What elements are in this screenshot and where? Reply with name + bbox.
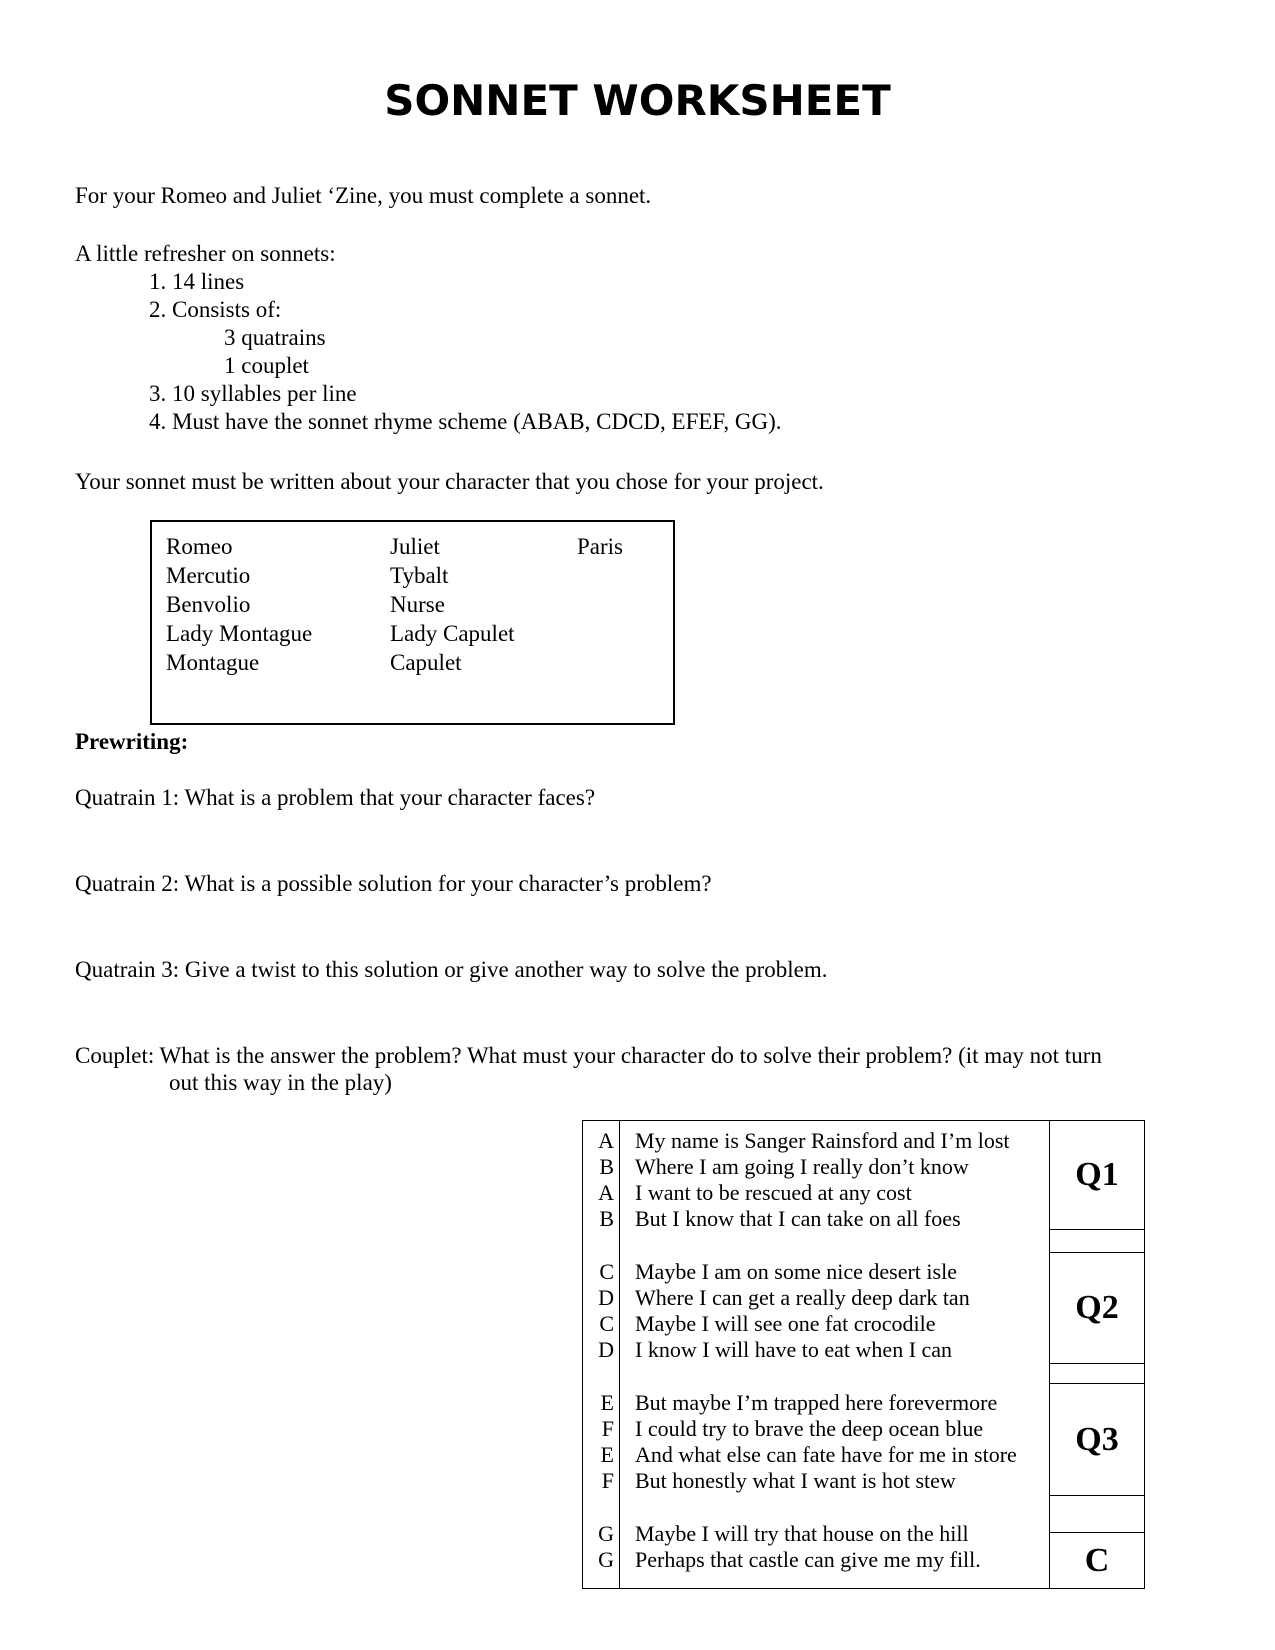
character-name: Tybalt [390, 563, 449, 588]
page-title: SONNET WORKSHEET [384, 76, 891, 125]
rhyme-letter: C [599, 1259, 614, 1284]
sonnet-line: Maybe I will see one fat crocodile [635, 1311, 936, 1336]
section-label-q3: Q3 [1049, 1383, 1145, 1496]
character-name: Mercutio [166, 563, 251, 588]
rhyme-letter: E [600, 1442, 614, 1467]
character-name: Capulet [390, 650, 462, 675]
refresher-item-3: 3. 10 syllables per line [149, 381, 357, 406]
character-name: Romeo [166, 534, 233, 559]
character-name: Juliet [390, 534, 440, 559]
character-name: Montague [166, 650, 260, 675]
sonnet-line: And what else can fate have for me in store [635, 1442, 1017, 1467]
sonnet-line: Where I am going I really don’t know [635, 1154, 969, 1179]
sonnet-line: I know I will have to eat when I can [635, 1337, 953, 1362]
character-note: Your sonnet must be written about your character that you chose for your project. [75, 469, 824, 494]
sonnet-line: Where I can get a really deep dark tan [635, 1285, 970, 1310]
section-label-couplet: C [1049, 1532, 1145, 1589]
sonnet-line: I want to be rescued at any cost [635, 1180, 912, 1205]
character-name: Benvolio [166, 592, 251, 617]
character-name: Lady Capulet [390, 621, 515, 646]
prewriting-heading: Prewriting: [75, 729, 189, 754]
rhyme-letter: F [601, 1468, 614, 1493]
sonnet-line: Maybe I will try that house on the hill [635, 1521, 969, 1546]
rhyme-letter: B [599, 1154, 614, 1179]
intro-text: For your Romeo and Juliet ‘Zine, you must complete a sonnet. [75, 183, 652, 208]
rhyme-letter: E [600, 1390, 614, 1415]
sonnet-line: I could try to brave the deep ocean blue [635, 1416, 984, 1441]
character-column-3 [577, 532, 623, 561]
sonnet-line: But maybe I’m trapped here forevermore [635, 1390, 998, 1415]
sonnet-line: But honestly what I want is hot stew [635, 1468, 956, 1493]
section-label-q2: Q2 [1049, 1252, 1145, 1364]
rhyme-letter: F [601, 1416, 614, 1441]
rhyme-letter: B [599, 1206, 614, 1231]
prewriting-couplet-continued: out this way in the play) [169, 1070, 392, 1095]
refresher-item-1: 1. 14 lines [149, 269, 245, 294]
prewriting-quatrain-2: Quatrain 2: What is a possible solution for your character’s problem? [75, 871, 712, 896]
prewriting-quatrain-1: Quatrain 1: What is a problem that your character faces? [75, 785, 596, 810]
character-name: Paris [577, 534, 623, 559]
refresher-item-2: 2. Consists of: [149, 297, 282, 322]
rhyme-letter: A [598, 1180, 614, 1205]
section-label-q1: Q1 [1049, 1120, 1145, 1230]
sonnet-line: Maybe I am on some nice desert isle [635, 1259, 957, 1284]
sonnet-line: My name is Sanger Rainsford and I’m lost [635, 1128, 1010, 1153]
refresher-item-4: 4. Must have the sonnet rhyme scheme (ABAB, CDCD, EFEF, GG). [149, 409, 782, 434]
character-column-1 [166, 532, 312, 677]
rhyme-letter: D [598, 1337, 614, 1362]
character-name: Nurse [390, 592, 445, 617]
rhyme-letter: D [598, 1285, 614, 1310]
character-list-box [150, 520, 675, 725]
sonnet-line: Perhaps that castle can give me my fill. [635, 1547, 981, 1572]
refresher-subitem-1: 3 quatrains [224, 325, 326, 350]
prewriting-quatrain-3: Quatrain 3: Give a twist to this solution or give another way to solve the problem. [75, 957, 828, 982]
rhyme-letter: A [598, 1128, 614, 1153]
sonnet-line: But I know that I can take on all foes [635, 1206, 961, 1231]
character-column-2 [390, 532, 515, 677]
rhyme-letter: C [599, 1311, 614, 1336]
rhyme-letter: G [598, 1547, 614, 1572]
rhyme-letter: G [598, 1521, 614, 1546]
prewriting-couplet: Couplet: What is the answer the problem? What must your character do to solve their problem? (it may not turn [75, 1043, 1102, 1068]
refresher-subitem-2: 1 couplet [224, 353, 309, 378]
refresher-heading: A little refresher on sonnets: [75, 241, 336, 266]
character-name: Lady Montague [166, 621, 313, 646]
